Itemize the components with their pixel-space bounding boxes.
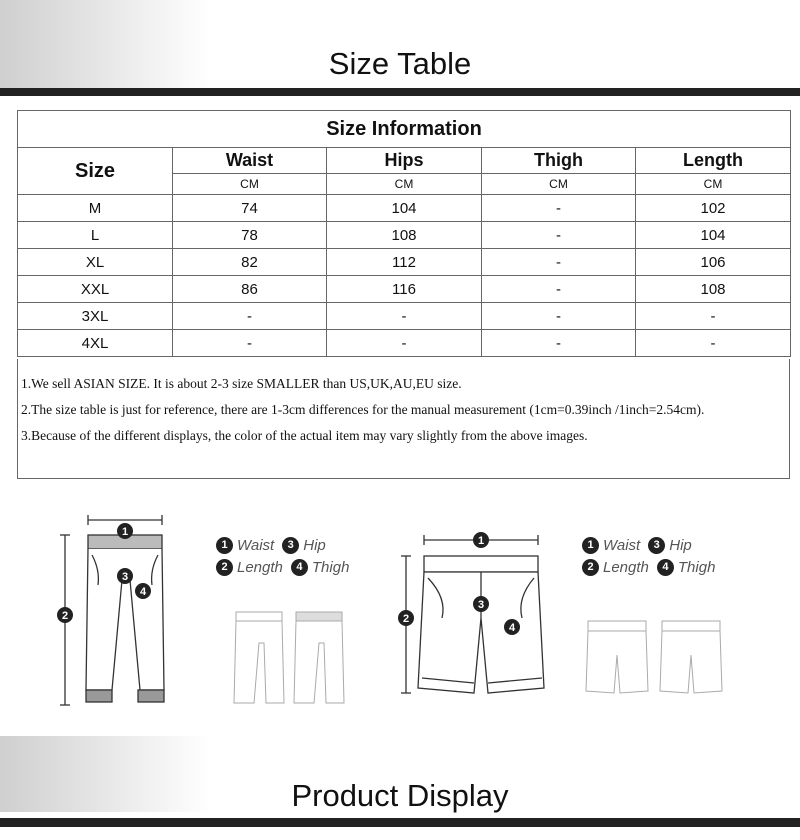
- note-item: 1.We sell ASIAN SIZE. It is about 2-3 size SMALLER than US,UK,AU,EU size.: [21, 376, 462, 391]
- pants-sketch-image: [228, 608, 358, 713]
- unit-label: CM: [327, 174, 482, 195]
- waist-cell: -: [173, 303, 327, 330]
- thigh-cell: -: [482, 249, 636, 276]
- svg-text:3: 3: [477, 599, 485, 611]
- thigh-cell: -: [482, 222, 636, 249]
- badge-4: [135, 583, 151, 599]
- shorts-measurement-diagram: [392, 528, 552, 708]
- hips-cell: 108: [327, 222, 482, 249]
- footer-banner: [0, 736, 800, 840]
- table-row: [18, 276, 791, 303]
- legend-hip: Hip: [669, 536, 692, 554]
- badge-icon: 4: [291, 559, 308, 576]
- hips-cell: 116: [327, 276, 482, 303]
- thigh-cell: -: [482, 195, 636, 222]
- legend-length: Length: [603, 558, 649, 576]
- waist-cell: 82: [173, 249, 327, 276]
- shorts-sketch-image: [582, 615, 732, 705]
- badge-icon: 3: [282, 537, 299, 554]
- table-caption: Size Information: [18, 111, 791, 148]
- size-cell: XXL: [18, 276, 173, 303]
- table-row: [18, 195, 791, 222]
- length-cell: -: [636, 303, 791, 330]
- length-cell: 104: [636, 222, 791, 249]
- length-cell: -: [636, 330, 791, 357]
- shorts-legend: [582, 534, 723, 578]
- badge-2: [398, 610, 414, 626]
- legend-thigh: Thigh: [311, 558, 350, 576]
- badge-1: [473, 532, 489, 548]
- size-cell: M: [18, 195, 173, 222]
- page-title: Size Table: [328, 46, 472, 81]
- hips-cell: 112: [327, 249, 482, 276]
- pants-measurement-diagram: [50, 510, 180, 720]
- legend-length: Length: [237, 558, 283, 576]
- legend-waist: Waist: [237, 536, 275, 554]
- thigh-column-header: Thigh: [482, 148, 636, 174]
- note-item: 3.Because of the different displays, the color of the actual item may vary slightly from the above images.: [21, 428, 588, 443]
- thigh-cell: -: [482, 276, 636, 303]
- badge-icon: 2: [582, 559, 599, 576]
- size-cell: 4XL: [18, 330, 173, 357]
- svg-text:2: 2: [61, 610, 69, 622]
- badge-3: [473, 596, 489, 612]
- badge-icon: 3: [648, 537, 665, 554]
- hips-cell: 104: [327, 195, 482, 222]
- banner-bar: [0, 818, 800, 827]
- table-row: [18, 330, 791, 357]
- waist-cell: -: [173, 330, 327, 357]
- size-cell: 3XL: [18, 303, 173, 330]
- legend-waist: Waist: [603, 536, 641, 554]
- note-item: 2.The size table is just for reference, there are 1-3cm differences for the manual measurement (1cm=0.39inch /1inch=2.54cm).: [21, 402, 705, 417]
- banner-bar: [0, 88, 800, 96]
- section-title: Product Display: [291, 778, 509, 813]
- pants-legend: [216, 534, 357, 578]
- size-cell: XL: [18, 249, 173, 276]
- unit-label: CM: [636, 174, 791, 195]
- length-cell: 106: [636, 249, 791, 276]
- badge-2: [57, 607, 73, 623]
- size-cell: L: [18, 222, 173, 249]
- waist-cell: 86: [173, 276, 327, 303]
- unit-label: CM: [173, 174, 327, 195]
- size-column-header: Size: [18, 148, 173, 195]
- table-row: [18, 222, 791, 249]
- size-notes: [17, 359, 790, 479]
- waist-cell: 74: [173, 195, 327, 222]
- table-row: [18, 249, 791, 276]
- badge-4: [504, 619, 520, 635]
- length-cell: 102: [636, 195, 791, 222]
- badge-1: [117, 523, 133, 539]
- badge-icon: 1: [216, 537, 233, 554]
- waist-column-header: Waist: [173, 148, 327, 174]
- length-column-header: Length: [636, 148, 791, 174]
- svg-text:4: 4: [508, 622, 516, 634]
- thigh-cell: -: [482, 330, 636, 357]
- svg-text:4: 4: [139, 586, 147, 598]
- table-row: [18, 303, 791, 330]
- svg-text:1: 1: [477, 535, 485, 547]
- unit-label: CM: [482, 174, 636, 195]
- badge-icon: 4: [657, 559, 674, 576]
- size-table: [17, 110, 791, 357]
- hips-cell: -: [327, 303, 482, 330]
- svg-text:2: 2: [402, 613, 410, 625]
- thigh-cell: -: [482, 303, 636, 330]
- badge-icon: 2: [216, 559, 233, 576]
- badge-3: [117, 568, 133, 584]
- waist-cell: 78: [173, 222, 327, 249]
- svg-text:1: 1: [121, 526, 129, 538]
- badge-icon: 1: [582, 537, 599, 554]
- header-banner: [0, 0, 800, 96]
- hips-cell: -: [327, 330, 482, 357]
- svg-text:3: 3: [121, 571, 129, 583]
- legend-hip: Hip: [303, 536, 326, 554]
- hips-column-header: Hips: [327, 148, 482, 174]
- length-cell: 108: [636, 276, 791, 303]
- legend-thigh: Thigh: [677, 558, 716, 576]
